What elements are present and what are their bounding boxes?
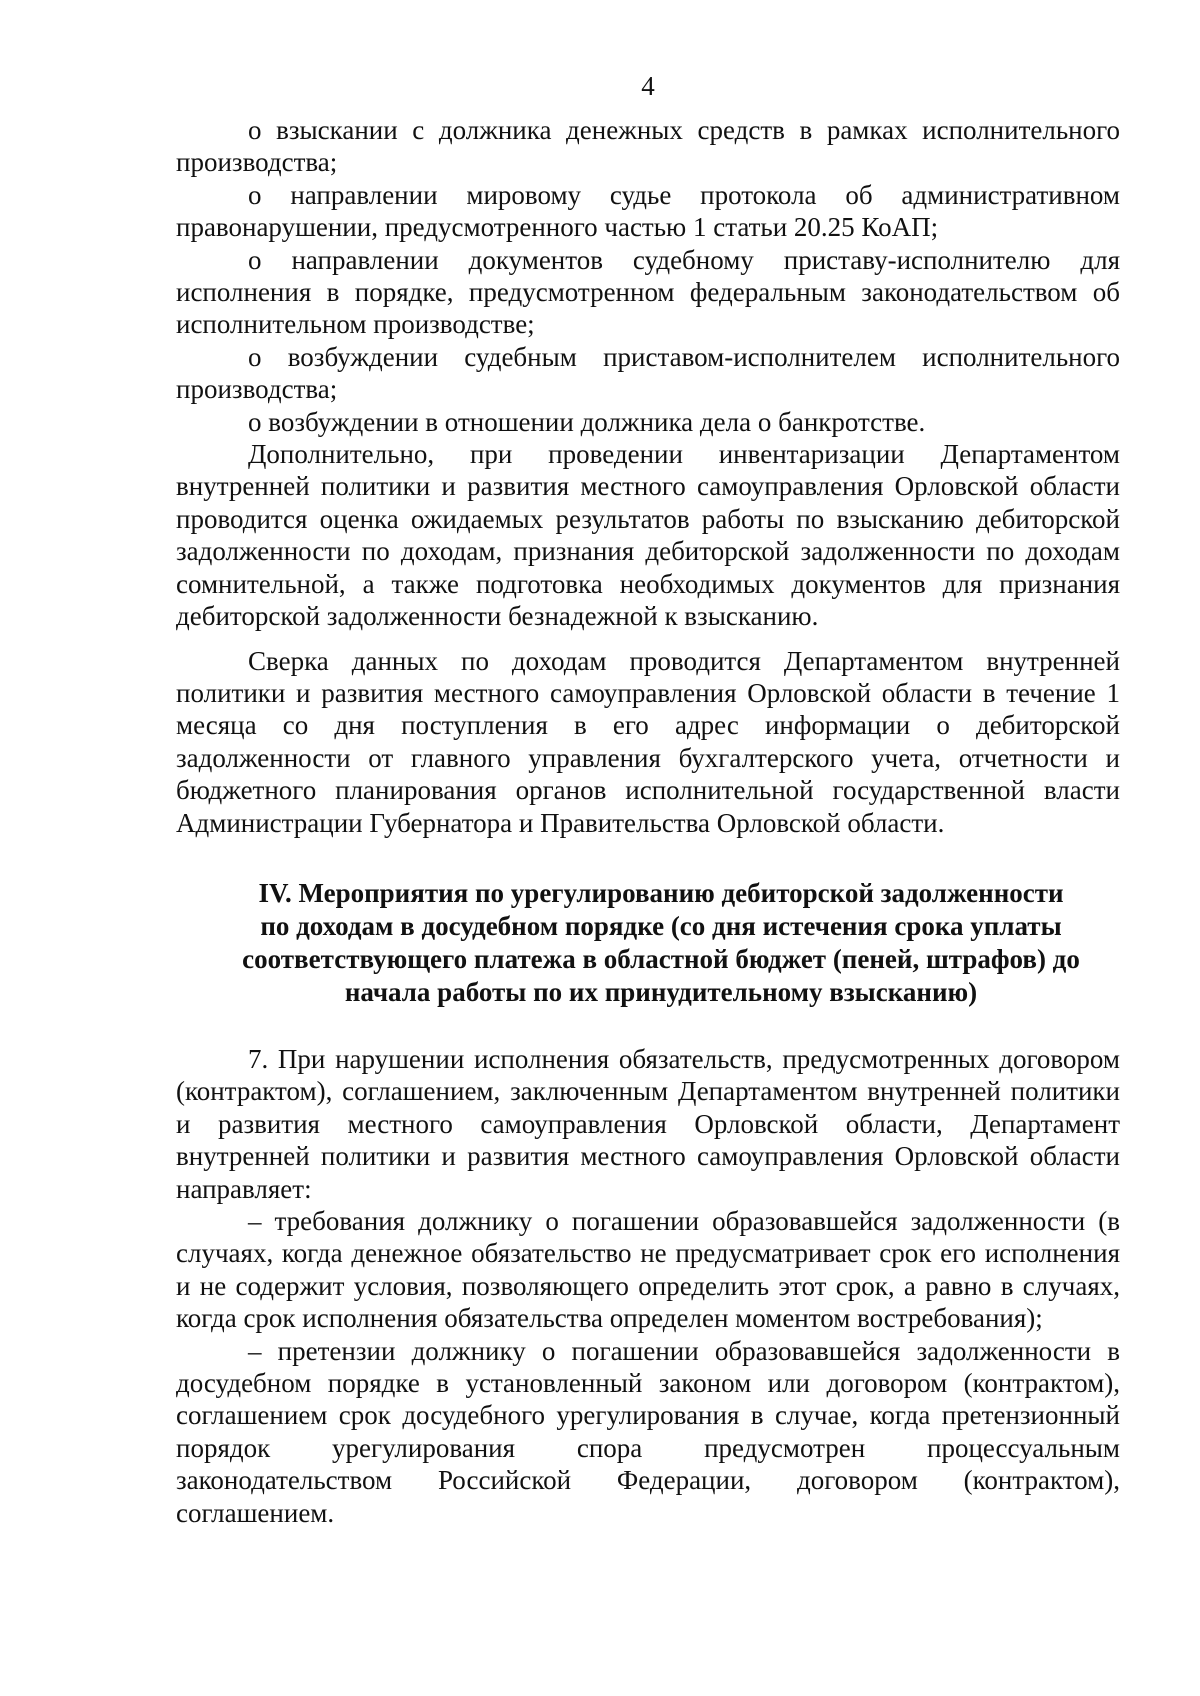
paragraph-recovery-enforcement: о взыскании с должника денежных средств в рамках исполнительного производства; bbox=[176, 115, 1120, 178]
paragraph-enforcement-initiation: о возбуждении судебным приставом-исполнителем исполнительного производства; bbox=[176, 341, 1120, 405]
section-heading-line: начала работы по их принудительному взысканию) bbox=[344, 976, 978, 1007]
section-heading-line: IV. Мероприятия по урегулированию дебиторской задолженности bbox=[258, 877, 1064, 908]
page-number: 4 bbox=[641, 71, 655, 101]
paragraph-data-reconciliation: Сверка данных по доходам проводится Департаментом внутренней политики и развития местного самоуправления Орловской области в течение 1 месяца со дня поступления в его адрес информации о дебиторской задолженности от главного управления бухгалтерского учета, отчетности и бюджетного планирования органов исполнительной государственной власти Администрации Губернатора и Правительства Орловской области. bbox=[176, 645, 1120, 838]
section-heading-line: по доходам в досудебном порядке (со дня истечения срока уплаты bbox=[260, 910, 1062, 941]
section-heading bbox=[176, 877, 1120, 1009]
document-page bbox=[176, 70, 1120, 1529]
paragraph-claims: – претензии должнику о погашении образовавшейся задолженности в досудебном порядке в установленный законом или договором (контрактом), соглашением срок досудебного урегулирования в случае, когда претензионный порядок урегулирования спора предусмотрен процессуальным законодательством Российской Федерации, договором (контрактом), соглашением. bbox=[176, 1335, 1120, 1528]
paragraph-bankruptcy: о возбуждении в отношении должника дела о банкротстве. bbox=[248, 406, 926, 437]
paragraph-documents-to-bailiff: о направлении документов судебному приставу-исполнителю для исполнения в порядке, предусмотренном федеральным законодательством об исполнительном производстве; bbox=[176, 244, 1120, 340]
paragraph-protocol-to-judge: о направлении мировому судье протокола об административном правонарушении, предусмотренного частью 1 статьи 20.25 КоАП; bbox=[176, 179, 1120, 243]
paragraph-demands: – требования должнику о погашении образовавшейся задолженности (в случаях, когда денежное обязательство не предусматривает срок его исполнения и не содержит условия, позволяющего определить этот срок, а равно в случаях, когда срок исполнения обязательства определен моментом востребования); bbox=[176, 1205, 1120, 1334]
paragraph-inventory-assessment: Дополнительно, при проведении инвентаризации Департаментом внутренней политики и развития местного самоуправления Орловской области проводится оценка ожидаемых результатов работы по взысканию дебиторской задолженности по доходам, признания дебиторской задолженности по доходам сомнительной, а также подготовка необходимых документов для признания дебиторской задолженности безнадежной к взысканию. bbox=[176, 439, 1120, 632]
paragraph-item-7: 7. При нарушении исполнения обязательств, предусмотренных договором (контрактом), соглашением, заключенным Департаментом внутренней политики и развития местного самоуправления Орловской области, Департамент внутренней политики и развития местного самоуправления Орловской области направляет: bbox=[176, 1043, 1120, 1204]
section-heading-line: соответствующего платежа в областной бюджет (пеней, штрафов) до bbox=[242, 943, 1080, 974]
